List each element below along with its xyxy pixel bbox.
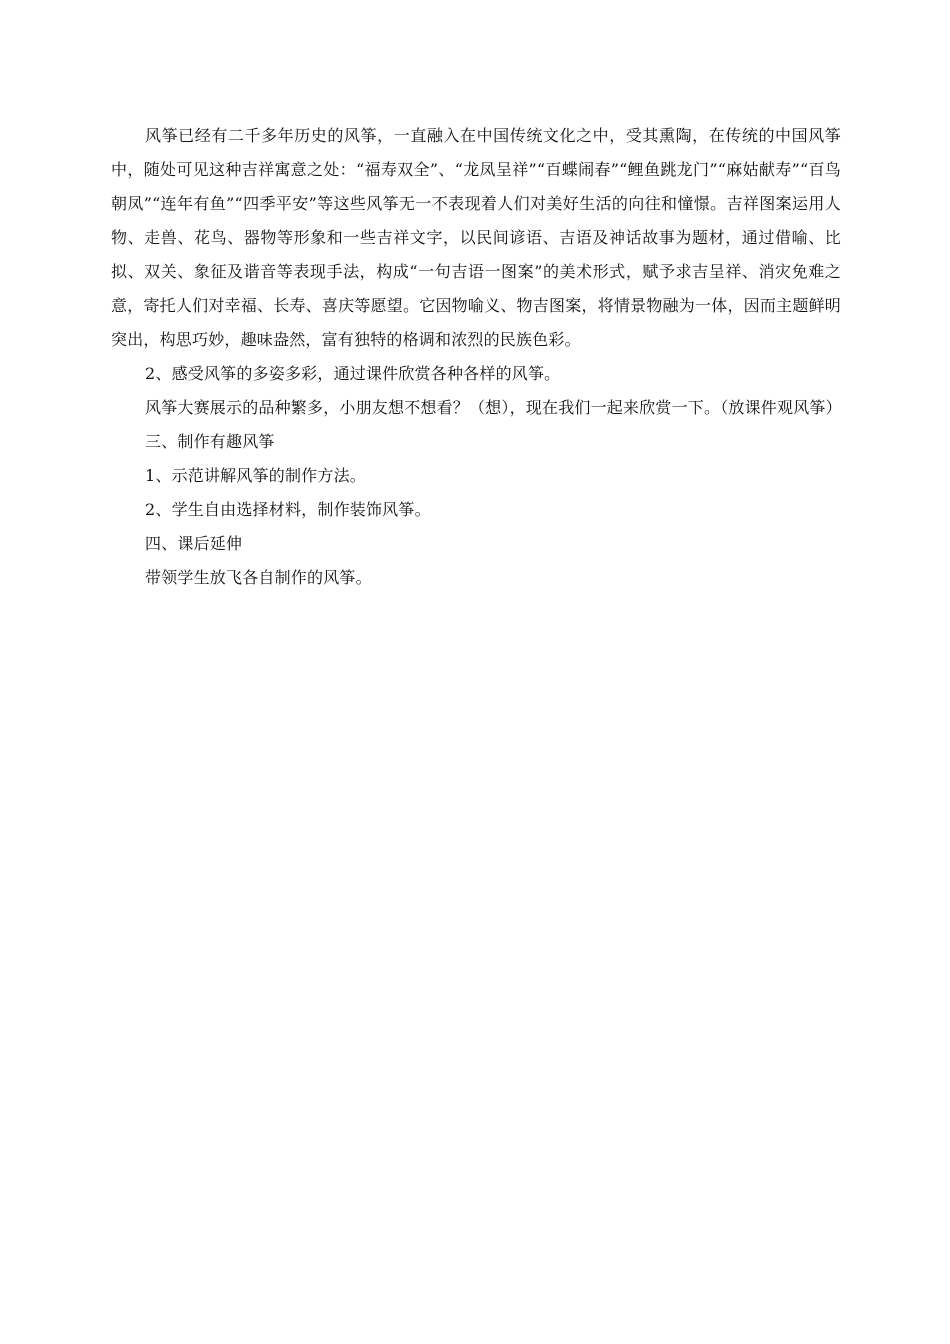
section-heading-make-kites: 三、制作有趣风筝 bbox=[145, 432, 275, 451]
document-body bbox=[111, 119, 841, 595]
step-demonstrate-method: 1、示范讲解风筝的制作方法。 bbox=[145, 466, 366, 485]
intro-paragraph: 风筝已经有二千多年历史的风筝，一直融入在中国传统文化之中，受其熏陶，在传统的中国风筝中，随处可见这种吉祥寓意之处：“福寿双全”、“龙凤呈祥”“百蝶闹春”“鲤鱼跳龙门”“麻姑献寿”“百鸟朝凤”“连年有鱼”“四季平安”等这些风筝无一不表现着人们对美好生活的向往和憧憬。吉祥图案运用人物、走兽、花鸟、器物等形象和一些吉祥文字，以民间谚语、吉语及神话故事为题材，通过借喻、比拟、双关、象征及谐音等表现手法，构成“一句吉语一图案”的美术形式，赋予求吉呈祥、消灾免难之意，寄托人们对幸福、长寿、喜庆等愿望。它因物喻义、物吉图案，将情景物融为一体，因而主题鲜明突出，构思巧妙，趣味盎然，富有独特的格调和浓烈的民族色彩。 bbox=[111, 126, 841, 349]
step-students-make: 2、学生自由选择材料，制作装饰风筝。 bbox=[145, 500, 431, 519]
step-fly-kites: 带领学生放飞各自制作的风筝。 bbox=[145, 568, 372, 587]
step-appreciate-kites: 2、感受风筝的多姿多彩，通过课件欣赏各种各样的风筝。 bbox=[145, 364, 561, 383]
kite-show-paragraph: 风筝大赛展示的品种繁多，小朋友想不想看？（想），现在我们一起来欣赏一下。（放课件观风筝） bbox=[145, 398, 842, 417]
section-heading-extension: 四、课后延伸 bbox=[145, 534, 243, 553]
